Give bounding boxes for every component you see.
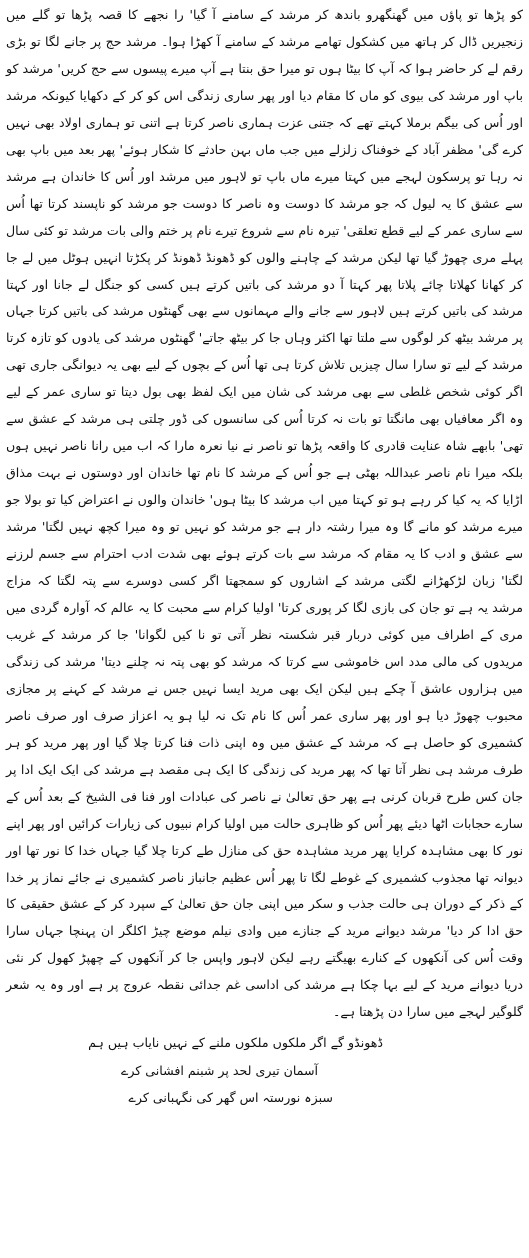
verse-line: ڈھونڈو گے اگر ملکوں ملکوں ملنے کے نہیں نایاب ہیں ہم xyxy=(88,1035,383,1051)
article-body: کو پڑھا تو پاؤں میں گھنگھرو باندھ کر مرشد کے سامنے آ گیا' را نجھے کا قصہ پڑھا تو گلے میں زنجیریں ڈال کر ہاتھ میں کشکول تھامے مرشد کے سامنے آ کھڑا ہوا۔ مرشد حج پر جانے لگا تو بڑی رقم لے کر حاضر ہوا کہ آپ کا بیٹا ہوں تو میرا حق بنتا ہے آپ میرے پیسوں سے حج کریں' مرشد کو باپ اور مرشد کی بیوی کو ماں کا مقام دیا اور پھر ساری زندگی اس کو کر کے دکھایا کیونکہ مرشد اور اُس کی بیگم برملا کہتے تھے کہ جتنی عزت ہماری ناصر کرتا ہے اتنی تو ہماری اولاد بھی نہیں کرے گی' مظفر آباد کے خوفناک زلزلے میں جب ماں بہن حادثے کا شکار ہوئے' پھر بعد میں باپ بھی نہ رہا تو پرسکون لہجے میں کہتا میرے ماں باپ تو لاہور میں مرشد اور اُس کا خاندان ہے مرشد سے عشق کا یہ لیول کہ جو مرشد کا دوست وہ ناصر کا دوست جو مرشد کو ناپسند کرتا تھا اُس سے ساری عمر کے لیے قطع تعلقی' تیرہ نام سے شروع تیرے نام پر ختم والی بات مرشد تو کئی سال پہلے مری چھوڑ گیا تھا لیکن مرشد کے چاہنے والوں کو ڈھونڈ ڈھونڈ کر پکڑتا انہیں ہوٹل میں لے جا کر کھانا کھلاتا چائے پلاتا پھر کہتا آ دو مرشد کی باتیں کرتے ہیں کسی کو جنگل لے جانا اور کہتا مرشد کی باتیں کرتے ہیں لاہور سے جانے والے مہمانوں سے بھی گھنٹوں مرشد کی باتیں کرتا جہاں پر مرشد بیٹھ کر لوگوں سے ملتا تھا اکثر وہاں جا کر بیٹھ جاتے' گھنٹوں مرشد کی یادوں کو تازہ کرتا مرشد کے لیے تو سارا سال چیزیں تلاش کرتا ہی تھا اُس کے بچوں کے لیے بھی یہ دیوانگی جاری تھی اگر کوئی شخص غلطی سے بھی مرشد کی شان میں ایک لفظ بھی بول دیتا تو ساری عمر کے لیے وہ اگر معافیاں بھی مانگتا تو بات نہ کرتا اُس کی سانسوں کی ڈور چلتی ہی مرشد کے عشق سے تھی' بابھے شاہ عنایت قادری کا واقعہ پڑھا تو ناصر نے نیا نعرہ مارا کہ اب میں رانا ناصر نہیں ہوں بلکہ میرا نام ناصر عبداللہ بھٹی ہے جو اُس کے مرشد کا نام تھا خاندان اور دوستوں نے بہت مذاق اڑایا کہ یہ کیا کر رہے ہو تو کہتا میں اب مرشد کا بیٹا ہوں' خاندان والوں نے اعتراض کیا تو بولا جو میرے مرشد کو مانے گا وہ میرا رشتہ دار ہے جو مرشد کو نہیں تو وہ میرا کچھ نہیں لگتا' مرشد سے عشق و ادب کا یہ مقام کہ مرشد سے بات کرتے ہوئے بھی شدت ادب احترام سے جسم لرزنے لگتا' زبان لڑکھڑانے لگتی مرشد کے اشاروں کو سمجھتا اگر کسی دوسرے سے پتہ لگتا کہ مزاج مرشد یہ ہے تو جان کی بازی لگا کر پوری کرتا' اولیا کرام سے محبت کا یہ عالم کہ آوارہ گردی میں مری کے اطراف میں کوئی دربار قبر شکستہ نظر آتی تو نا کیں لگوانا' جا کر مرشد کے غریب مریدوں کی مالی مدد اس خاموشی سے کرتا کہ مرشد کو بھی پتہ نہ چلنے دیتا' مرشد کی زندگی میں ہزاروں عاشق آ چکے ہیں لیکن ایک بھی مرید ایسا نہیں جس نے مرشد کے کہنے پر مجازی محبوب چھوڑ دیا ہو اور پھر ساری عمر اُس کا نام تک نہ لیا ہو یہ اعزاز صرف اور صرف ناصر کشمیری کو حاصل ہے کہ مرشد کے عشق میں وہ اپنی ذات فنا کرتا چلا گیا اور پھر مرید کو ہر طرف مرشد ہی نظر آتا تھا کہ پھر مرید کی زندگی کا ایک ہی مقصد ہے مرشد کی ایک ایک ادا پر جان کس طرح قربان کرنی ہے پھر حق تعالیٰ نے ناصر کی عبادات اور فنا فی الشیخ کے بعد اُس کے سارے حجابات اٹھا دیئے پھر اُس کو ظاہری حالت میں اولیا کرام نبیوں کی زیارات کرائیں اور پھر اپنے نور کا بھی مشاہدہ کرایا پھر مرید مشاہدہ حق کی منازل طے کرتا چلا گیا جہاں خدا کا نور تھا اور دیوانہ تھا مجذوب کشمیری کے غوطے لگا تا پھر اُس عظیم جانباز ناصر کشمیری نے جائے نماز پر خدا کے ذکر کے دوران ہی حالت جذب و سکر میں اپنی جان حق تعالیٰ کے سپرد کر کے عشق حقیقی کا حق ادا کر دیا' مرشد دیوانے مرید کے جنازے میں وادی نیلم موضع چیڑ اکلگر ان پہنچا جہاں سارا وقت اُس کی آنکھوں کے کنارے بھیگتے رہے لیکن لاہور واپس جا کر آنکھوں کے چھپڑ کھول کر نئی دریا دیوانے مرید کے لیے بہا چکا ہے مرشد کی اداسی غم جدائی نقطہ عروج پر ہے اور وہ یہ شعر گلوگیر لہجے میں سارا دن پڑھتا ہے۔ xyxy=(6,7,523,1020)
verse-line: آسمان تیری لحد پر شبنم افشانی کرے xyxy=(120,1062,318,1078)
verse-line: سبزہ نورستہ اس گھر کی نگہبانی کرے xyxy=(128,1089,333,1105)
poetry-verses xyxy=(6,1029,523,1111)
